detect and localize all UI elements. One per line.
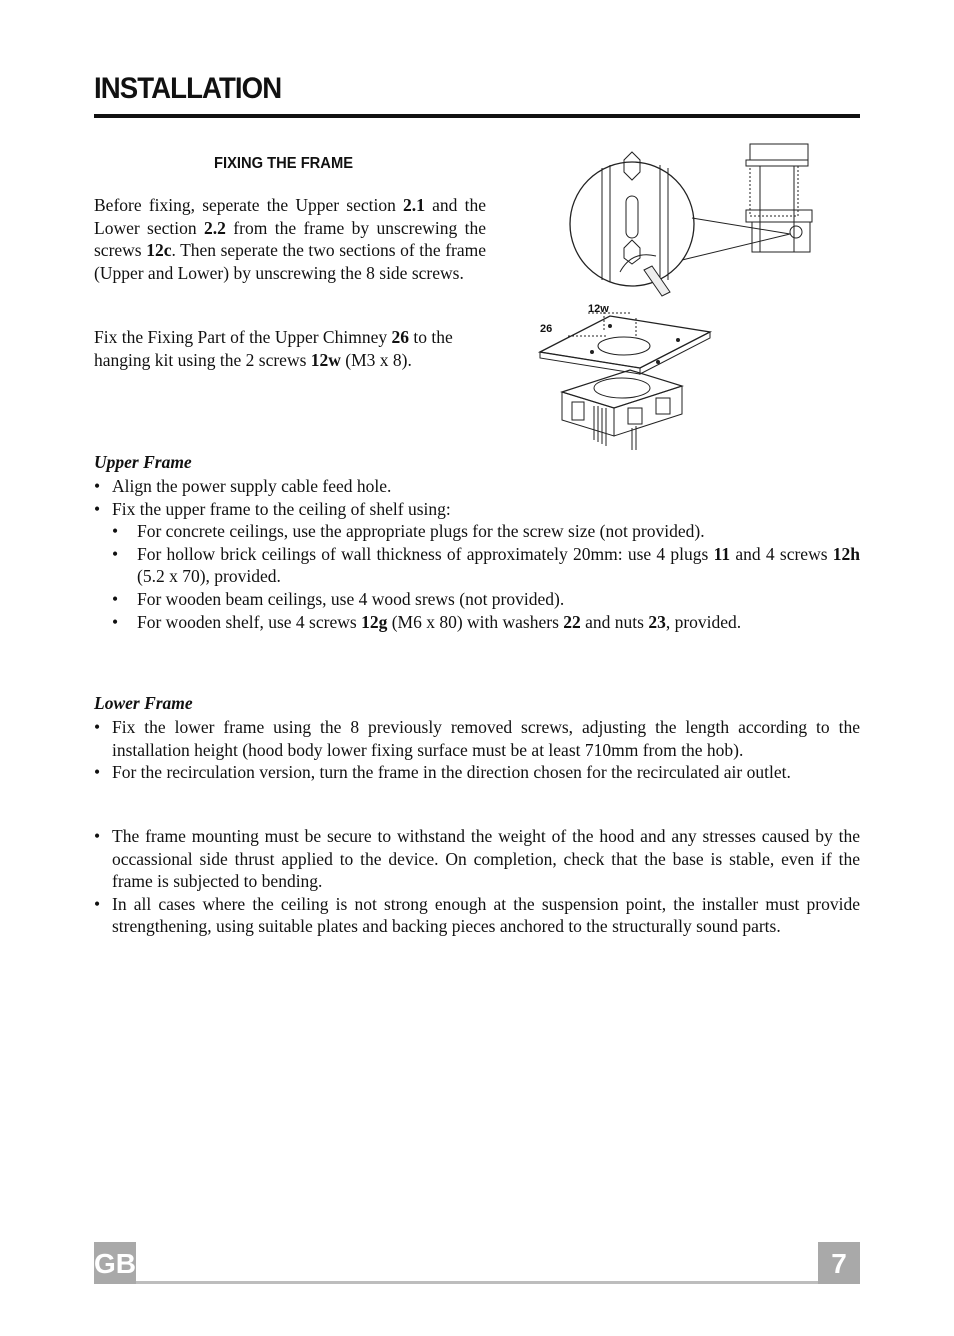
general-notes-list — [94, 825, 860, 938]
bullet: • — [94, 762, 101, 783]
list-item — [94, 475, 860, 498]
text-run: and nuts — [580, 611, 649, 632]
reference-code: 26 — [391, 327, 409, 347]
language-badge: GB — [94, 1242, 136, 1284]
fixing-plate — [540, 316, 710, 368]
text-run: (M6 x 80) with washers — [387, 611, 564, 632]
upper-frame-list — [94, 475, 860, 633]
list-item — [94, 498, 860, 634]
text-run: (M3 x 8). — [340, 349, 412, 370]
bullet: • — [112, 543, 119, 564]
text-run: Fix the Fixing Part of the Upper Chimney — [94, 327, 392, 347]
text-run: For wooden shelf, use 4 screws — [137, 611, 362, 632]
intro-paragraph-1 — [94, 194, 486, 284]
lower-frame-list — [94, 716, 860, 784]
text-run: For hollow brick ceilings of wall thickness of approximately 20mm: use 4 plugs — [137, 543, 714, 564]
title-rule — [94, 114, 860, 118]
text-run: and 4 screws — [730, 543, 833, 564]
text-run: , provided. — [665, 611, 742, 632]
list-item — [94, 716, 860, 761]
section-heading: FIXING THE FRAME — [214, 155, 354, 172]
text-run: For concrete ceilings, use the appropriate plugs for the screw size (not provided). — [137, 521, 705, 542]
text-run: For the recirculation version, turn the frame in the direction chosen for the recirculated air outlet. — [112, 762, 791, 783]
list-item — [94, 611, 860, 634]
text-run: Before fixing, seperate the Upper section — [94, 195, 404, 215]
text-run: to the hanging kit using the 2 screws — [94, 327, 453, 370]
text-run: For wooden beam ceilings, use 4 wood srews (not provided). — [137, 588, 565, 609]
list-item — [94, 543, 860, 588]
list-item — [94, 520, 860, 543]
label-part-26: 26 — [540, 323, 553, 335]
page-number: 7 — [818, 1242, 860, 1284]
list-item — [94, 893, 860, 938]
reference-code: 2.2 — [204, 217, 226, 238]
bullet: • — [94, 826, 101, 846]
frame-fixing-diagram — [532, 140, 817, 452]
text-run: Fix the upper frame to the ceiling of shelf using: — [112, 498, 451, 519]
list-item — [94, 761, 860, 784]
bullet: • — [112, 588, 119, 609]
footer-rule — [136, 1281, 818, 1284]
upper-frame-heading: Upper Frame — [94, 452, 192, 472]
reference-code: 12h — [832, 543, 860, 564]
text-run: from the frame by unscrewing the screws — [94, 217, 486, 261]
reference-code: 12c — [146, 240, 172, 261]
reference-code: 11 — [713, 543, 731, 564]
text-run: and the Lower section — [94, 195, 486, 238]
bullet: • — [112, 521, 119, 542]
page-title: INSTALLATION — [94, 72, 282, 105]
bullet: • — [94, 476, 101, 496]
text-run: In all cases where the ceiling is not strong enough at the suspension point, the installer must provide strengthening, using suitable plates and backing pieces anchored to the structurally sound parts. — [112, 893, 860, 937]
reference-code: 23 — [648, 611, 666, 632]
text-run: Align the power supply cable feed hole. — [112, 476, 392, 496]
text-run: . Then seperate the two sections of the frame (Upper and Lower) by unscrewing the 8 side screws. — [94, 240, 487, 283]
text-run: Fix the lower frame using the 8 previously removed screws, adjusting the length according to the installation height (hood body lower fixing surface must be at least 710mm from the hob). — [112, 717, 860, 760]
reference-code: 12g — [361, 611, 388, 632]
list-item — [94, 588, 860, 611]
list-item — [94, 825, 860, 893]
reference-code: 22 — [563, 611, 581, 632]
bullet: • — [94, 893, 101, 914]
intro-paragraph-2 — [94, 326, 486, 371]
reference-code: 12w — [310, 349, 341, 370]
ceiling-type-list — [112, 520, 860, 633]
text-run: The frame mounting must be secure to withstand the weight of the hood and any stresses caused by the occassional side thrust applied to the device. On completion, check that the base is stable, even if the frame is subjected to bending. — [112, 826, 860, 892]
bullet: • — [94, 717, 101, 737]
bullet: • — [112, 611, 119, 632]
bullet: • — [94, 498, 101, 519]
label-screw-12w: 12w — [588, 303, 609, 315]
reference-code: 2.1 — [403, 195, 425, 215]
text-run: (5.2 x 70), provided. — [137, 566, 281, 587]
lower-frame-heading: Lower Frame — [94, 693, 193, 713]
